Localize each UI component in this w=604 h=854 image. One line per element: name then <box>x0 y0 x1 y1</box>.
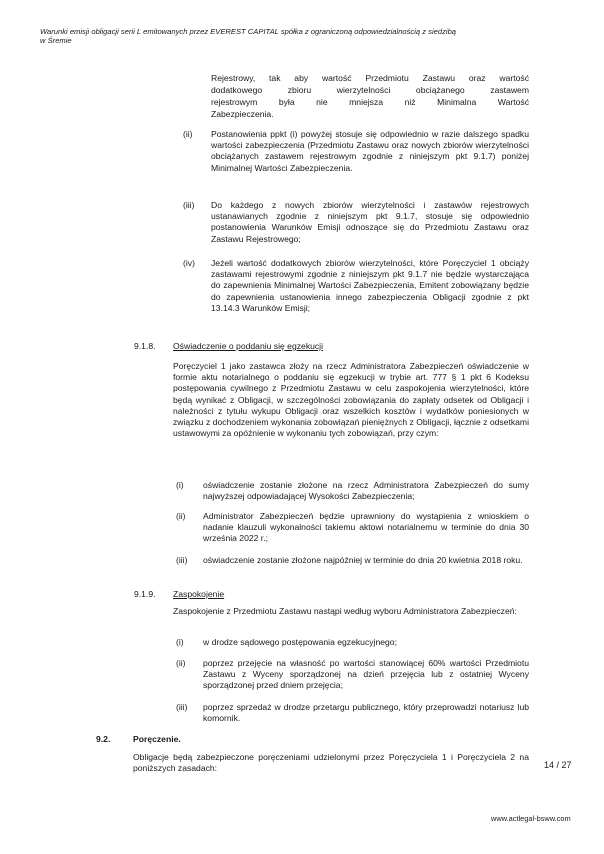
item-number: (iii) <box>183 200 195 210</box>
item-number: (ii) <box>176 511 186 521</box>
item-number: (ii) <box>183 129 193 139</box>
section-paragraph: Obligacje będą zabezpieczone poręczeniami udzielonymi przez Poręczyciela 1 i Poręczyciela 2 na poniższych zasadach: <box>133 752 529 774</box>
section-paragraph: Zaspokojenie z Przedmiotu Zastawu nastąpi według wyboru Administratora Zabezpieczeń: <box>173 606 517 616</box>
continuation-line-1: Rejestrowy, tak aby wartość Przedmiotu Zastawu oraz wartość <box>211 73 529 83</box>
section-number: 9.2. <box>96 734 111 744</box>
section-title: Oświadczenie o poddaniu się egzekucji <box>173 341 324 351</box>
continuation-line-4: Zabezpieczenia. <box>211 109 274 119</box>
item-text: w drodze sądowego postępowania egzekucyjnego; <box>203 637 397 647</box>
section-paragraph: Poręczyciel 1 jako zastawca złoży na rzecz Administratora Zabezpieczeń oświadczenie w formie aktu notarialnego o poddaniu się egzekucji w trybie art. 777 § 1 pkt 6 Kodeksu postępowania cywilnego z Przedmiotu Zastawu w celu zaspokojenia wierzytelności, które będą wynikać z Obligacji, w szczególności zobowiązania do zapłaty odsetek od Obligacji i należności z tytułu wykupu Obligacji oraz wszelkich kosztów i wydatków poniesionych w związku z dochodzeniem wykonania zobowiązań pieniężnych z Obligacji, łącznie z odsetkami ustawowymi za opóźnienie w wykonaniu tych zobowiązań, przy czym: <box>173 361 529 439</box>
document-header <box>40 27 540 45</box>
item-number: (iv) <box>183 258 195 268</box>
item-number: (i) <box>176 637 184 647</box>
item-number: (iii) <box>176 555 188 565</box>
item-text: Postanowienia ppkt (i) powyżej stosuje się odpowiednio w razie dalszego spadku wartości zabezpieczenia (Przedmiotu Zastawu oraz nowych zbiorów wierzytelności obciążanych zastawem rejestrowym zgodnie z niniejszym pkt 9.1.7) poniżej Minimalnej Wartości Zabezpieczenia. <box>211 129 529 173</box>
item-text: oświadczenie zostanie złożone na rzecz Administratora Zabezpieczeń do sumy najwyższej odpowiadającej Wysokości Zabezpieczenia; <box>203 480 529 502</box>
item-number: (i) <box>176 480 184 490</box>
section-title: Poręczenie. <box>133 734 181 744</box>
continuation-line-3: rejestrowym była nie mniejsza niż Minimalna Wartość <box>211 97 529 107</box>
item-text: Administrator Zabezpieczeń będzie uprawniony do wystąpienia z wnioskiem o nadanie klauzuli wykonalności takiemu aktowi notarialnemu w terminie do dnia 30 września 2022 r.; <box>203 511 529 544</box>
item-text: poprzez przejęcie na własność po wartości stanowiącej 60% wartości Przedmiotu Zastawu z Wyceny sporządzonej na dzień przejęcia lub z ostatniej Wyceny sporządzonej przed dniem przejęcia; <box>203 658 529 691</box>
item-text: poprzez sprzedaż w drodze przetargu publicznego, który przeprowadzi notariusz lub komornik. <box>203 702 529 724</box>
item-number: (iii) <box>176 702 188 712</box>
item-text: Do każdego z nowych zbiorów wierzytelności i zastawów rejestrowych ustanawianych zgodnie z niniejszym pkt 9.1.7, stosuje się odpowiednio postanowienia Warunków Emisji odnoszące się do Przedmiotu Zastawu oraz Zastawu Rejestrowego; <box>211 200 529 244</box>
item-text: Jeżeli wartość dodatkowych zbiorów wierzytelności, które Poręczyciel 1 obciąży zastawami rejestrowymi zgodnie z niniejszym pkt 9.1.7 nie będzie wystarczająca do zapewnienia Minimalnej Wartości Zabezpieczenia, Emitent zobowiązany będzie do zapewnienia ustanowienia innego zabezpieczenia Obligacji zgodnie z pkt 13.14.3 Warunków Emisji; <box>211 258 529 313</box>
header-line-2: w Śremie <box>40 36 72 45</box>
item-text: oświadczenie zostanie złożone najpóźniej w terminie do dnia 20 kwietnia 2018 roku. <box>203 555 523 565</box>
continuation-line-2: dodatkowego zbioru wierzytelności obciążanego zastawem <box>211 85 529 95</box>
page-number: 14 / 27 <box>544 760 572 770</box>
header-line-1: Warunki emisji obligacji serii L emitowanych przez EVEREST CAPITAL spółka z ograniczoną odpowiedzialnością z siedzibą <box>40 27 457 36</box>
section-number: 9.1.8. <box>134 341 156 351</box>
section-number: 9.1.9. <box>134 589 156 599</box>
footer-website: www.actlegal-bsww.com <box>491 814 571 823</box>
item-number: (ii) <box>176 658 186 668</box>
section-title: Zaspokojenie <box>173 589 225 599</box>
